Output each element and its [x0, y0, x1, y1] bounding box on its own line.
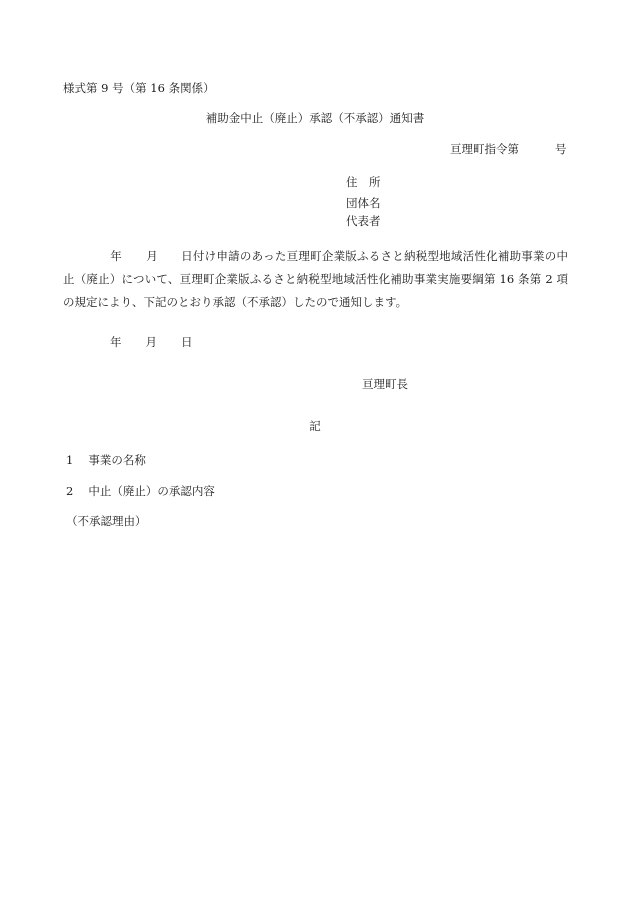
body-year: 年 [110, 249, 122, 263]
item-number: 2 [66, 484, 74, 498]
date-day: 日 [181, 335, 193, 349]
document-number-suffix: 号 [555, 142, 567, 156]
reason-label: （不承認理由） [66, 514, 147, 528]
form-number: 様式第 9 号（第 16 条関係） [63, 81, 215, 95]
address-label: 住 所 [346, 175, 381, 189]
issuer-name: 亘理町長 [362, 377, 408, 391]
item-label: 中止（廃止）の承認内容 [88, 484, 215, 498]
document-title: 補助金中止（廃止）承認（不承認）通知書 [205, 111, 425, 125]
item-1 [66, 452, 146, 468]
representative-label: 代表者 [346, 214, 381, 228]
item-number: 1 [66, 453, 74, 467]
body-month: 月 [145, 249, 158, 263]
body-paragraph [63, 245, 568, 314]
date-year: 年 [110, 335, 122, 349]
ki-heading: 記 [309, 419, 321, 433]
body-text: 日付け申請のあった亘理町企業版ふるさと納税型地域活性化補助事業の中止（廃止）について、亘理町企業版ふるさと納税型地域活性化補助事業実施要綱第 16 条第 2 項の規定により、下記のとおり承認（不承認）したので通知します。 [63, 249, 568, 309]
item-2 [66, 483, 215, 499]
organization-label: 団体名 [346, 196, 381, 210]
date-month: 月 [145, 335, 157, 349]
item-label: 事業の名称 [88, 453, 146, 467]
document-number [450, 141, 567, 157]
document-number-prefix: 亘理町指令第 [450, 142, 519, 156]
issue-date [110, 334, 193, 350]
